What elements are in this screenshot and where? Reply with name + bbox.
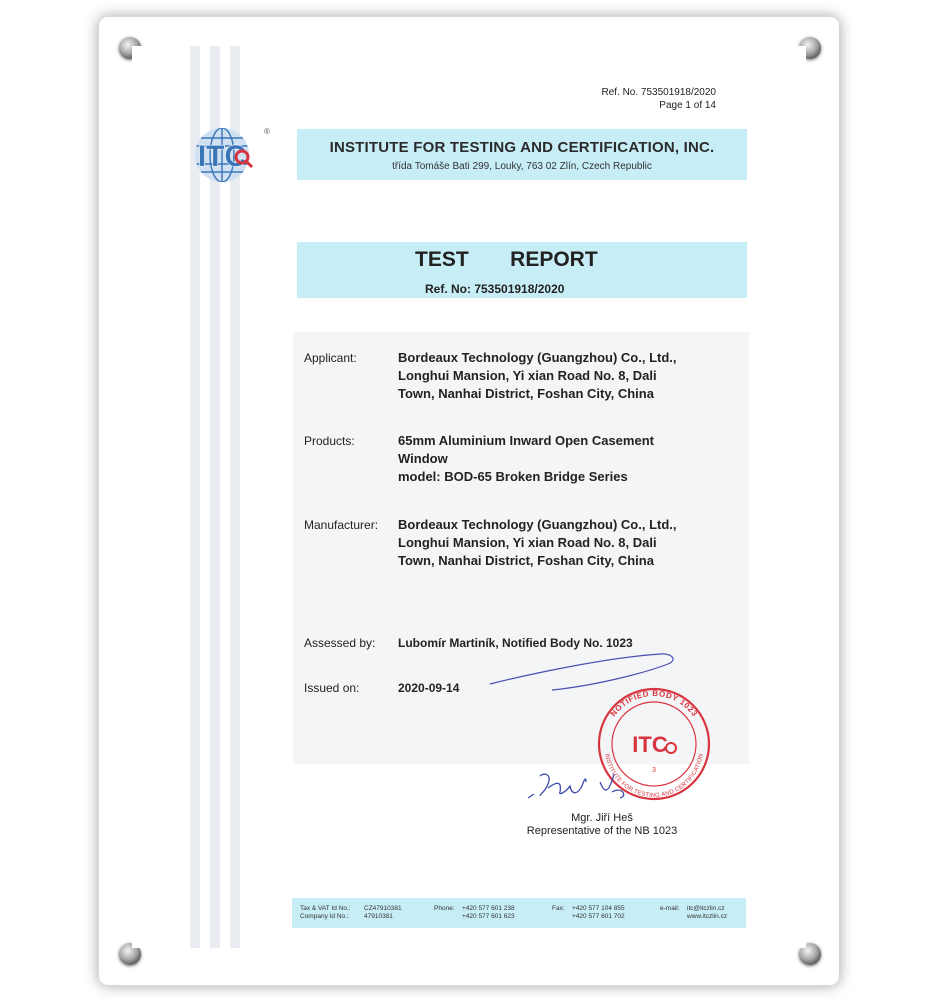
fax-number: +420 577 104 855 [572, 905, 625, 912]
report-title: TEST REPORT [415, 248, 598, 271]
signer-title: Representative of the NB 1023 [526, 825, 678, 837]
institute-header [297, 129, 747, 180]
phone-number: +420 577 601 623 [462, 913, 515, 920]
fax-label: Fax: [552, 905, 565, 912]
website-value: www.itczlin.cz [687, 913, 728, 920]
signature-stamp-graphic [482, 646, 712, 816]
fax-number: +420 577 601 702 [572, 913, 625, 920]
phone-number: +420 577 601 238 [462, 905, 515, 912]
stamp-top-text: NOTIFIED BODY 1023 [608, 688, 700, 719]
manufacturer-line: Bordeaux Technology (Guangzhou) Co., Ltd., [398, 517, 677, 532]
reference-number: Ref. No. 753501918/2020 [601, 87, 716, 98]
stamp-logo-text: ITC [632, 732, 668, 757]
assessed-by-value: Lubomír Martiník, Notified Body No. 1023 [398, 636, 633, 650]
registered-mark: ® [264, 127, 270, 136]
email-value: itc@itczlin.cz [687, 905, 725, 912]
tax-label: Tax & VAT Id No.: [300, 905, 351, 912]
signer-block [512, 812, 692, 838]
logo-wordmark: ITC [197, 140, 247, 173]
reference-block [601, 86, 716, 112]
signature-and-stamp [482, 646, 712, 816]
issued-on-label: Issued on: [304, 681, 360, 695]
issued-on-value: 2020-09-14 [398, 681, 460, 695]
signer-name: Mgr. Jiří Heš [571, 812, 633, 824]
assessed-by-label: Assessed by: [304, 636, 376, 650]
svg-text:INSTITUTE FOR TESTING AND CERT [603, 753, 704, 799]
svg-text:NOTIFIED BODY 1023 [609, 689, 700, 718]
applicant-label: Applicant: [304, 351, 357, 365]
report-reference: Ref. No: 753501918/2020 [425, 282, 565, 296]
institute-name: INSTITUTE FOR TESTING AND CERTIFICATION, INC. [329, 139, 715, 156]
products-line: 65mm Aluminium Inward Open Casement [398, 433, 654, 448]
stamp-number: 3 [652, 767, 656, 774]
manufacturer-label: Manufacturer: [304, 518, 379, 532]
products-line: Window [398, 451, 448, 466]
company-id-value: 47910381 [364, 913, 393, 920]
notified-body-stamp [599, 689, 709, 799]
products-label: Products: [304, 434, 355, 448]
assessor-signature [490, 654, 673, 690]
applicant-line: Town, Nanhai District, Foshan City, China [398, 386, 654, 401]
applicant-line: Bordeaux Technology (Guangzhou) Co., Ltd., [398, 350, 677, 365]
products-line: model: BOD-65 Broken Bridge Series [398, 469, 628, 484]
stamp-bottom-text: INSTITUTE FOR TESTING AND CERTIFICATION [603, 753, 705, 800]
applicant-line: Longhui Mansion, Yi xian Road No. 8, Dali [398, 368, 657, 383]
email-label: e-mail: [660, 905, 680, 912]
manufacturer-line: Longhui Mansion, Yi xian Road No. 8, Dali [398, 535, 657, 550]
contact-footer [292, 898, 746, 928]
tax-value: CZ47910381 [364, 905, 402, 912]
itc-logo [182, 124, 272, 186]
report-title-band [297, 242, 747, 298]
phone-label: Phone: [434, 905, 455, 912]
company-id-label: Company Id No.: [300, 913, 349, 920]
products-value [398, 432, 748, 486]
certificate-page [132, 46, 806, 948]
manufacturer-value [398, 516, 748, 570]
institute-address: třída Tomáše Bati 299, Louky, 763 02 Zlín, Czech Republic [392, 161, 652, 172]
manufacturer-line: Town, Nanhai District, Foshan City, China [398, 553, 654, 568]
applicant-value [398, 349, 748, 403]
page-number: Page 1 of 14 [659, 100, 716, 111]
